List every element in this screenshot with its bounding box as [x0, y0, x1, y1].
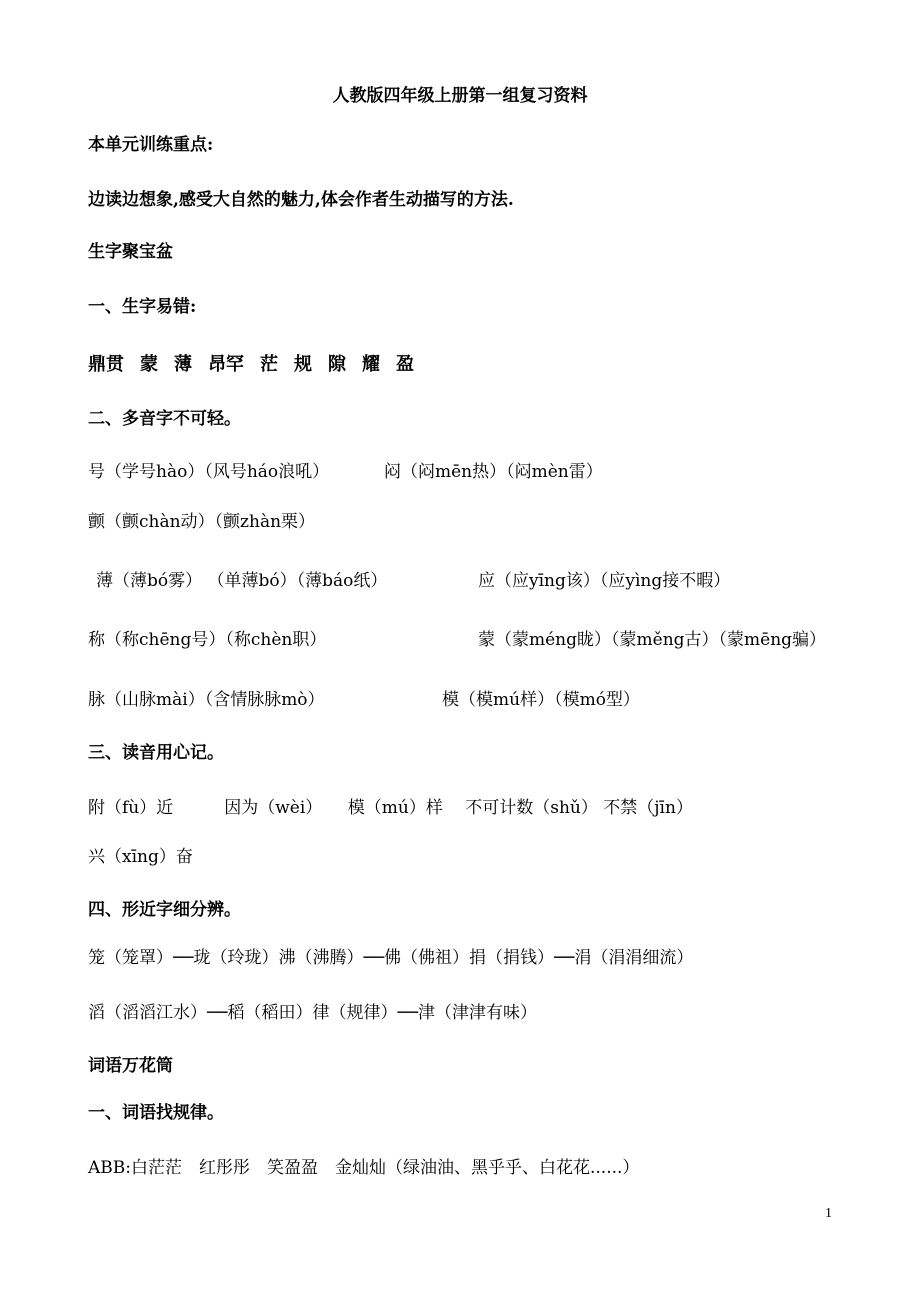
part3-line: 附（fù）近 因为（wèi） 模（mú）样 不可计数（shǔ） 不禁（jīn） [88, 798, 693, 818]
char-item: 鼎贯 [88, 354, 124, 375]
polyphone-entry: 号（学号hào）（风号háo浪吼） [88, 462, 330, 482]
part4-line: 笼（笼罩）──珑（玲珑）沸（沸腾）──佛（佛祖）捐（捐钱）──涓（涓涓细流） [88, 948, 694, 968]
part3-line: 兴（xīng）奋 [88, 847, 193, 867]
page-number: 1 [825, 1206, 832, 1221]
polyphone-entry: 颤（颤chàn动）（颤zhàn栗） [88, 512, 316, 532]
page-title: 人教版四年级上册第一组复习资料 [332, 86, 588, 106]
section-heading-characters: 生字聚宝盆 [88, 242, 173, 262]
focus-heading: 本单元训练重点: [88, 135, 214, 155]
polyphone-entry: 应（应yīng该）（应yìng接不暇） [478, 571, 731, 591]
char-item: 茫 [260, 354, 278, 375]
char-item: 盈 [396, 354, 414, 375]
char-item: 昂罕 [208, 354, 244, 375]
words1-line: ABB:白茫茫 红彤彤 笑盈盈 金灿灿（绿油油、黑乎乎、白花花......） [88, 1158, 640, 1178]
section-heading-words: 词语万花筒 [88, 1056, 173, 1076]
words1-heading: 一、词语找规律。 [88, 1103, 224, 1123]
char-item: 隙 [328, 354, 346, 375]
part2-heading: 二、多音字不可轻。 [88, 409, 241, 429]
focus-text: 边读边想象,感受大自然的魅力,体会作者生动描写的方法. [88, 190, 514, 210]
char-item: 规 [294, 354, 312, 375]
part1-heading: 一、生字易错: [88, 297, 197, 317]
polyphone-entry: 称（称chēng号）（称chèn职） [88, 630, 327, 650]
char-item: 薄 [174, 354, 192, 375]
char-item: 耀 [362, 354, 380, 375]
polyphone-entry: 闷（闷mēn热）（闷mèn雷） [384, 462, 603, 482]
char-item: 蒙 [140, 354, 158, 375]
polyphone-entry: 模（模mú样）（模mó型） [442, 690, 640, 710]
polyphone-entry: 脉（山脉mài）（含情脉脉mò） [88, 690, 325, 710]
polyphone-entry: 蒙（蒙méng眬）（蒙měng古）（蒙mēng骗） [478, 630, 827, 650]
part3-heading: 三、读音用心记。 [88, 743, 224, 763]
part1-char-list [88, 353, 880, 377]
part4-heading: 四、形近字细分辨。 [88, 900, 241, 920]
polyphone-entry: 薄（薄bó雾） （单薄bó）（薄báo纸） [96, 571, 388, 591]
part4-line: 滔（滔滔江水）──稻（稻田）律（规律）──津（津津有味） [88, 1003, 537, 1023]
